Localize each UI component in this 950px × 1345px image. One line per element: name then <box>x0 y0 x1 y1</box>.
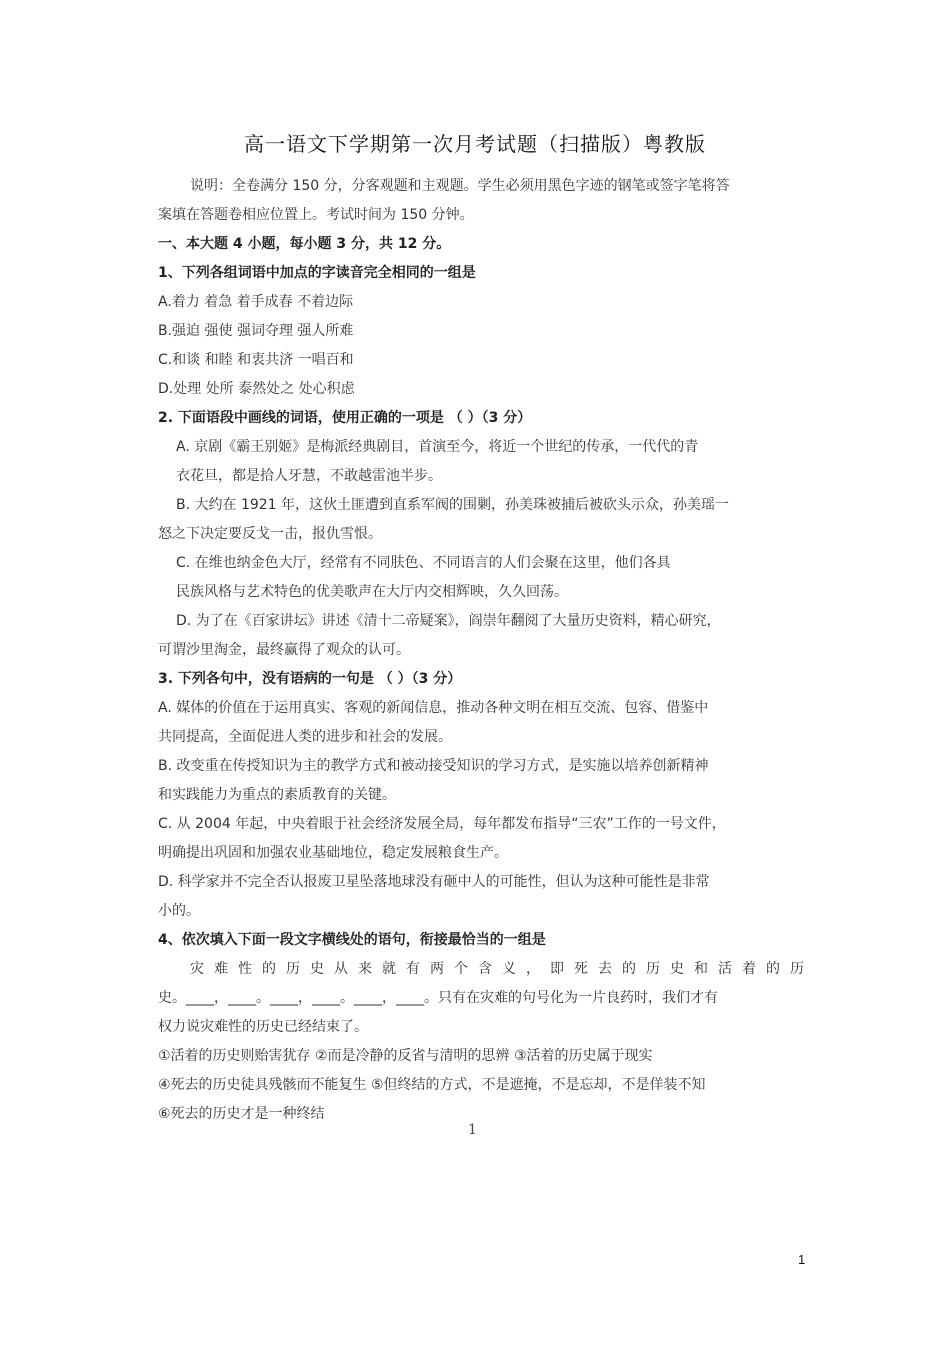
exam-line: A. 媒体的价值在于运用真实、客观的新闻信息，推动各种文明在相互交流、包容、借鉴中 <box>158 700 709 716</box>
scanned-page-number: 1 <box>468 1122 477 1138</box>
exam-line: ①活着的历史则贻害犹存 ②而是冷静的反省与清明的思辨 ③活着的历史属于现实 <box>158 1048 653 1064</box>
exam-line: C.和谈 和睦 和衷共济 一唱百和 <box>158 352 354 368</box>
exam-line: 和实践能力为重点的素质教育的关键。 <box>158 787 396 803</box>
exam-line: 说明：全卷满分 150 分，分客观题和主观题。学生必须用黑色字迹的钢笔或签字笔将答 <box>190 178 730 194</box>
exam-line: A.着力 着急 着手成春 不着边际 <box>158 294 354 310</box>
exam-line: ⑥死去的历史才是一种终结 <box>158 1106 325 1122</box>
exam-line: 共同提高，全面促进人类的进步和社会的发展。 <box>158 729 452 745</box>
exam-line: 一、本大题 4 小题，每小题 3 分，共 12 分。 <box>158 236 451 252</box>
exam-line: B. 改变重在传授知识为主的教学方式和被动接受知识的学习方式，是实施以培养创新精神 <box>158 758 709 774</box>
exam-line: 明确提出巩固和加强农业基础地位，稳定发展粮食生产。 <box>158 845 508 861</box>
exam-line: ④死去的历史徒具残骸而不能复生 ⑤但终结的方式，不是遮掩，不是忘却，不是佯装不知 <box>158 1077 706 1093</box>
page-number: 1 <box>798 1252 806 1267</box>
exam-line: D.处理 处所 泰然处之 处心积虑 <box>158 381 355 397</box>
exam-line: 2. 下面语段中画线的词语，使用正确的一项是 （ ）（3 分） <box>158 410 532 426</box>
exam-line: 史。____，____。____，____。____，____。只有在灾难的句号化为一片良药时，我们才有 <box>158 990 718 1006</box>
exam-line: A. 京剧《霸王别姬》是梅派经典剧目，首演至今，将近一个世纪的传承，一代代的青 <box>176 439 699 455</box>
exam-line: B.强迫 强使 强词夺理 强人所难 <box>158 323 354 339</box>
exam-line: C. 从 2004 年起，中央着眼于社会经济发展全局，每年都发布指导“三农”工作的一号文件， <box>158 816 726 832</box>
scanned-exam-body <box>158 172 814 1129</box>
exam-line: D. 科学家并不完全否认报废卫星坠落地球没有砸中人的可能性，但认为这种可能性是非常 <box>158 874 710 890</box>
exam-line: 怒之下决定要反戈一击，报仇雪恨。 <box>158 526 382 542</box>
exam-line: 民族风格与艺术特色的优美歌声在大厅内交相辉映，久久回荡。 <box>176 584 568 600</box>
exam-line: 4、依次填入下面一段文字横线处的语句，衔接最恰当的一组是 <box>158 932 546 948</box>
exam-line: 可谓沙里淘金，最终赢得了观众的认可。 <box>158 642 410 658</box>
exam-line: 1、下列各组词语中加点的字读音完全相同的一组是 <box>158 265 476 281</box>
exam-line: 灾难性的历史从来就有两个含义，即死去的历史和活着的历 <box>190 961 814 977</box>
exam-line: 小的。 <box>158 903 200 919</box>
exam-line: 3. 下列各句中，没有语病的一句是 （ ）（3 分） <box>158 671 462 687</box>
exam-line: B. 大约在 1921 年，这伙土匪遭到直系军阀的围剿，孙美珠被捕后被砍头示众，孙美瑶一 <box>176 497 730 513</box>
exam-line: C. 在维也纳金色大厅，经常有不同肤色、不同语言的人们会聚在这里，他们各具 <box>176 555 671 571</box>
document-title: 高一语文下学期第一次月考试题（扫描版）粤教版 <box>244 132 706 156</box>
exam-line: D. 为了在《百家讲坛》讲述《清十二帝疑案》，阎崇年翻阅了大量历史资料，精心研究， <box>176 613 721 629</box>
exam-line: 衣花旦，都是拾人牙慧，不敢越雷池半步。 <box>176 468 442 484</box>
exam-line: 案填在答题卷相应位置上。考试时间为 150 分钟。 <box>158 207 474 223</box>
exam-line: 权力说灾难性的历史已经结束了。 <box>158 1019 368 1035</box>
